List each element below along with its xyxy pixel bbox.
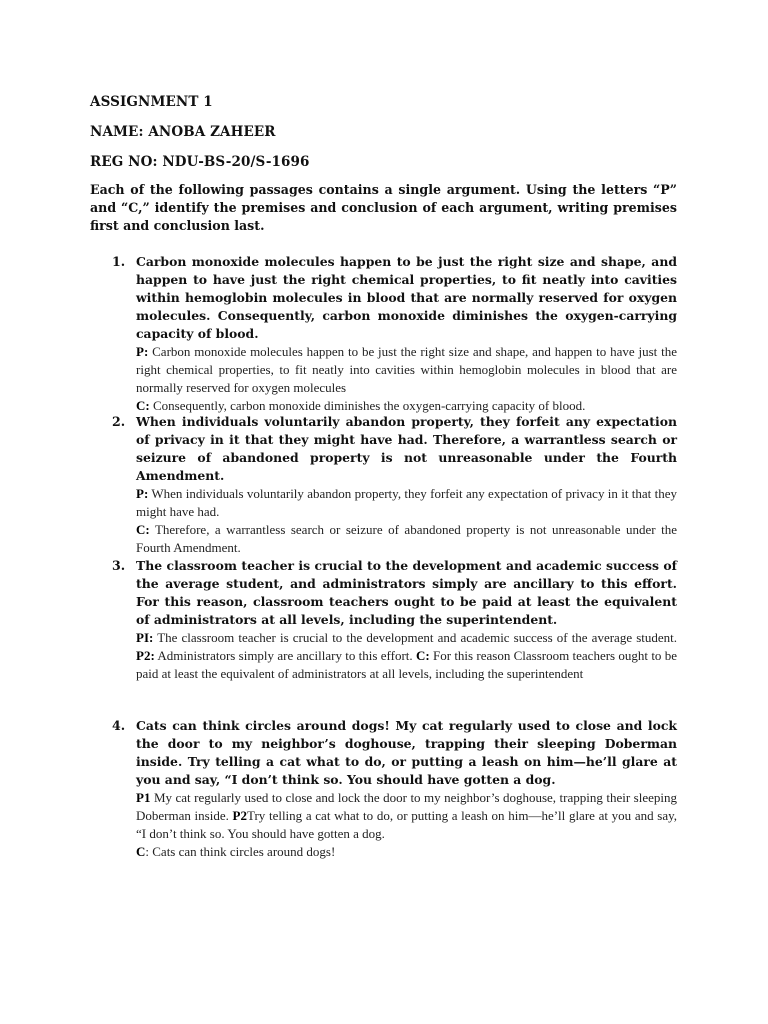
conclusion-label: C: xyxy=(415,648,430,663)
question-number: 3. xyxy=(112,558,126,573)
student-name: NAME: ANOBA ZAHEER xyxy=(90,124,276,140)
premise-1-text: The classroom teacher is crucial to the development and academic success of the average student. xyxy=(153,630,677,645)
premise-2-text: Try telling a cat what to do, or putting a leash on him—he’ll glare at you and say, “I don’t think so. You should have gotten a dog. xyxy=(136,808,677,841)
premise-answer xyxy=(136,789,677,843)
premise-1-label: PI: xyxy=(136,630,154,645)
conclusion-label: C xyxy=(136,844,146,859)
premise-2-label: P2: xyxy=(136,648,155,663)
conclusion-answer xyxy=(136,521,677,557)
premise-2-text: Administrators simply are ancillary to this effort. xyxy=(154,648,416,663)
conclusion-text: For this reason Classroom teachers ought to be paid at least the equivalent of administrators at all levels, including the superintendent xyxy=(136,648,677,681)
assignment-title: ASSIGNMENT 1 xyxy=(90,94,213,110)
question-2 xyxy=(90,413,677,557)
conclusion-answer xyxy=(136,843,677,861)
premise-text: When individuals voluntarily abandon property, they forfeit any expectation of privacy in it that they might have had. xyxy=(136,486,677,519)
instructions: Each of the following passages contains a single argument. Using the letters “P” and “C,” identify the premises and conclusion of each argument, writing premises first and conclusion last. xyxy=(90,182,677,233)
question-number: 1. xyxy=(112,254,126,269)
premise-text: Carbon monoxide molecules happen to be just the right size and shape, and happen to have just the right chemical properties, to fit neatly into cavities within hemoglobin molecules in blood that are normally reserved for oxygen molecules xyxy=(136,344,677,395)
conclusion-text: Consequently, carbon monoxide diminishes the oxygen-carrying capacity of blood. xyxy=(149,398,586,413)
premise-1-label: P1 xyxy=(136,790,151,805)
passage: When individuals voluntarily abandon property, they forfeit any expectation of privacy in it that they might have had. Therefore, a warrantless search or seizure of abandoned property is not unreasonable under the Fourth Amendment. xyxy=(136,414,677,483)
question-number: 2. xyxy=(112,414,126,429)
conclusion-label: C: xyxy=(136,398,150,413)
question-3 xyxy=(90,557,677,683)
question-number: 4. xyxy=(112,718,126,733)
passage: Carbon monoxide molecules happen to be just the right size and shape, and happen to have just the right chemical properties, to fit neatly into cavities within hemoglobin molecules in blood that are normally reserved for oxygen molecules. Consequently, carbon monoxide diminishes the oxygen-carrying capacity of blood. xyxy=(136,254,677,341)
conclusion-text: Therefore, a warrantless search or seizure of abandoned property is not unreasonable under the Fourth Amendment. xyxy=(136,522,677,555)
passage: Cats can think circles around dogs! My cat regularly used to close and lock the door to my neighbor’s doghouse, trapping their sleeping Doberman inside. Try telling a cat what to do, or putting a leash on him—he’ll glare at you and say, “I don’t think so. You should have gotten a dog. xyxy=(136,718,677,787)
registration-number: REG NO: NDU-BS-20/S-1696 xyxy=(90,154,310,170)
premise-1-text: My cat regularly used to close and lock the door to my neighbor’s doghouse, trapping their sleeping Doberman inside. xyxy=(136,790,677,823)
premise-2-label: P2 xyxy=(232,808,247,823)
question-4 xyxy=(90,717,677,861)
passage: The classroom teacher is crucial to the development and academic success of the average student, and administrators simply are ancillary to this effort. For this reason, classroom teachers ought to be paid at least the equivalent of administrators at all levels, including the superintendent. xyxy=(136,558,677,627)
question-1 xyxy=(90,253,677,415)
conclusion-text: : Cats can think circles around dogs! xyxy=(145,844,336,859)
conclusion-label: C: xyxy=(136,522,150,537)
premise-answer xyxy=(136,343,677,397)
answer-block xyxy=(136,629,677,683)
premise-label: P: xyxy=(136,344,149,359)
premise-answer xyxy=(136,485,677,521)
premise-label: P: xyxy=(136,486,149,501)
